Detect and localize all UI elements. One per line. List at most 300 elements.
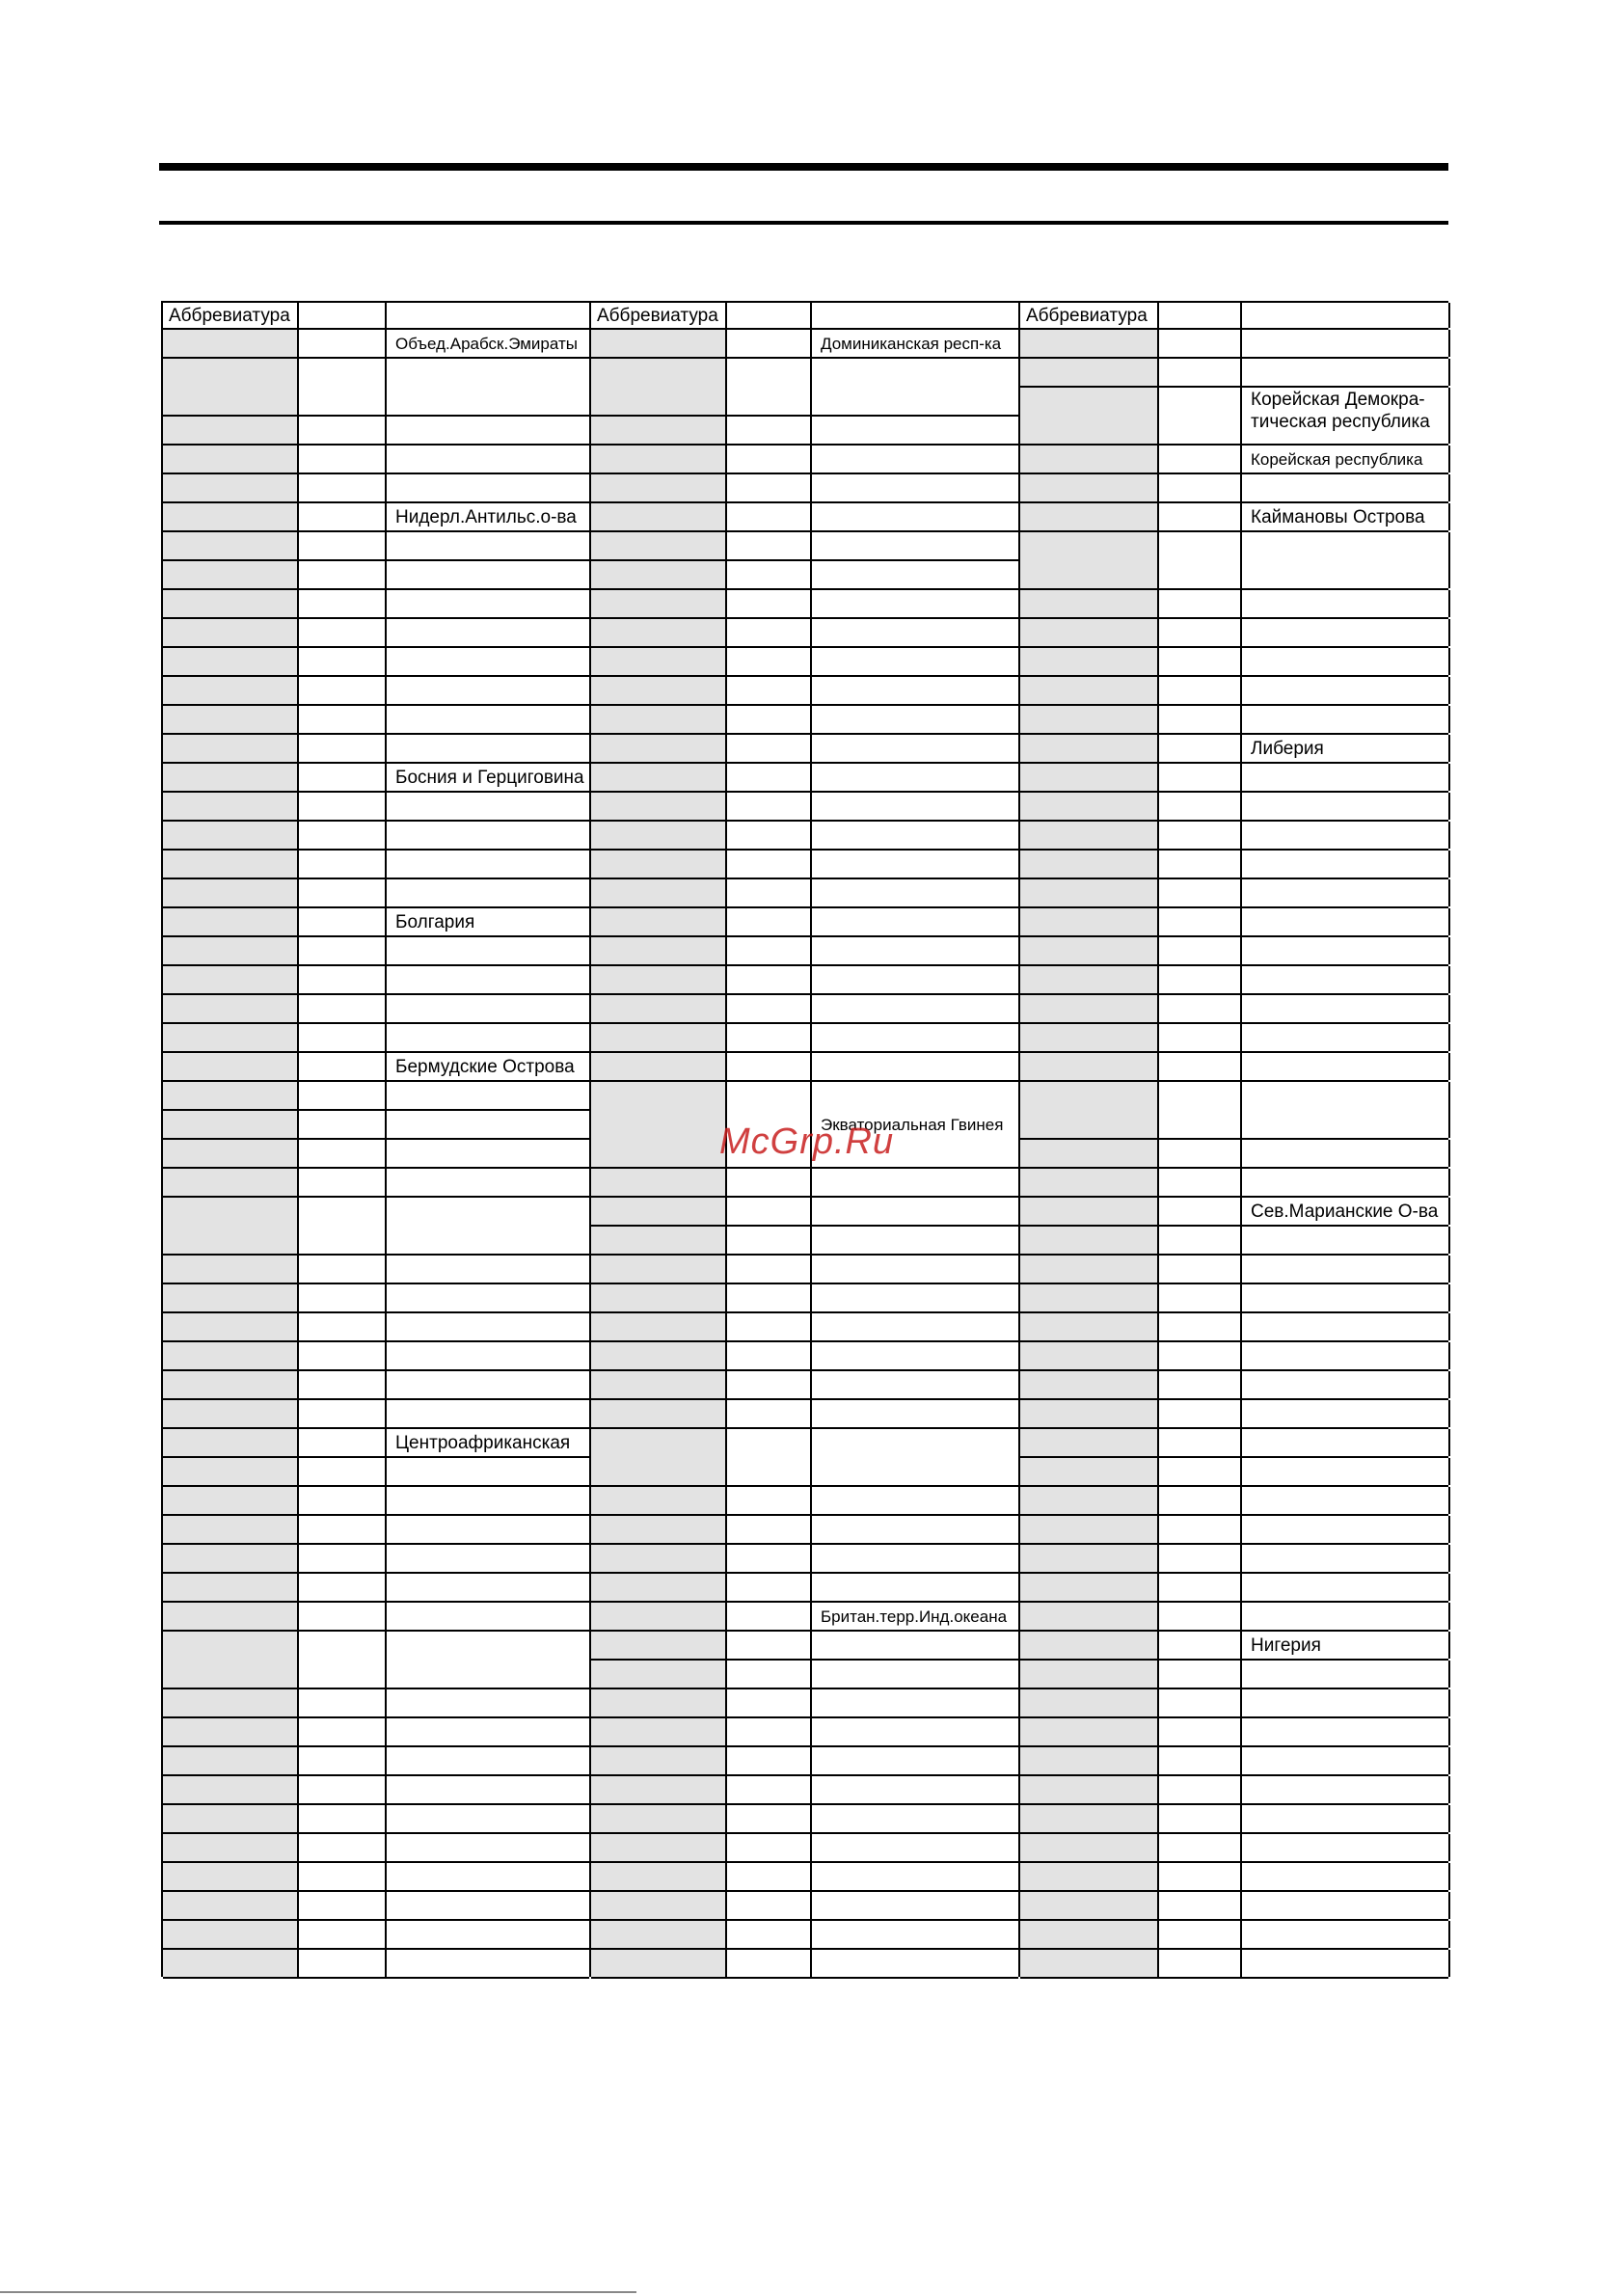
code-cell — [299, 1429, 387, 1456]
abbreviation-cell — [163, 503, 299, 530]
table-row — [163, 590, 589, 619]
table-row — [163, 1747, 589, 1776]
country-name-cell — [387, 735, 591, 762]
abbreviation-cell — [163, 446, 299, 473]
code-cell — [1159, 619, 1242, 646]
table-row — [1020, 1921, 1448, 1950]
country-name-cell — [387, 677, 591, 704]
country-name-cell — [812, 1805, 1020, 1832]
table-row — [591, 417, 1018, 446]
code-cell — [299, 706, 387, 733]
table-row — [163, 879, 589, 908]
code-cell — [1159, 1053, 1242, 1080]
country-name-cell — [812, 1487, 1020, 1514]
abbreviation-cell — [591, 330, 727, 357]
code-cell — [1159, 706, 1242, 733]
country-name-cell — [1242, 648, 1450, 675]
table-row — [163, 1313, 589, 1342]
country-name-cell — [387, 1371, 591, 1398]
table-row — [591, 474, 1018, 503]
abbreviation-cell — [1020, 1053, 1159, 1080]
abbreviation-cell — [163, 1603, 299, 1630]
code-cell — [727, 648, 812, 675]
country-name-cell — [812, 1892, 1020, 1919]
table-row — [163, 619, 589, 648]
table-row — [163, 851, 589, 879]
code-cell — [1159, 1516, 1242, 1543]
code-cell — [727, 1169, 812, 1196]
table-row — [1020, 764, 1448, 793]
country-name-cell — [812, 1661, 1020, 1688]
country-name-cell — [1242, 330, 1450, 357]
abbreviation-cell — [1020, 1140, 1159, 1167]
header-cell — [727, 303, 812, 328]
country-name-cell — [387, 1342, 591, 1369]
country-name-cell — [387, 1082, 591, 1109]
code-cell — [727, 1371, 812, 1398]
table-row — [591, 1400, 1018, 1429]
country-name-cell — [812, 793, 1020, 820]
abbreviation-cell — [1020, 735, 1159, 762]
code-cell — [299, 417, 387, 444]
table-row — [163, 966, 589, 995]
code-cell — [727, 1603, 812, 1630]
country-name-cell — [1242, 1053, 1450, 1080]
table-row — [1020, 1718, 1448, 1747]
country-name-cell — [1242, 706, 1450, 733]
country-name-cell — [387, 1747, 591, 1774]
country-name-cell — [1242, 677, 1450, 704]
code-cell — [727, 908, 812, 935]
table-row — [163, 1718, 589, 1747]
abbreviation-cell — [163, 1053, 299, 1080]
code-cell — [727, 1747, 812, 1774]
abbreviation-cell — [163, 1747, 299, 1774]
code-cell — [299, 1169, 387, 1196]
table-row — [1020, 1256, 1448, 1284]
table-row — [1020, 1227, 1448, 1256]
code-cell — [727, 561, 812, 588]
abbreviation-cell — [1020, 793, 1159, 820]
code-cell — [1159, 590, 1242, 617]
abbreviation-cell — [1020, 1256, 1159, 1283]
header-abbreviation: Аббревиатура — [163, 303, 299, 328]
abbreviation-cell — [163, 879, 299, 906]
abbreviation-cell — [1020, 1342, 1159, 1369]
table-row — [163, 1371, 589, 1400]
code-cell — [727, 1892, 812, 1919]
code-cell — [299, 330, 387, 357]
country-name-cell — [812, 764, 1020, 791]
code-cell — [299, 532, 387, 559]
table-row — [591, 1661, 1018, 1689]
code-cell — [727, 1516, 812, 1543]
abbreviation-cell — [591, 1834, 727, 1861]
abbreviation-cell — [1020, 764, 1159, 791]
country-name-cell — [812, 937, 1020, 964]
code-cell — [1159, 1689, 1242, 1716]
abbreviation-cell — [163, 417, 299, 444]
code-cell — [727, 822, 812, 849]
table-row — [591, 619, 1018, 648]
code-cell — [299, 1545, 387, 1572]
abbreviation-cell — [1020, 1284, 1159, 1311]
table-row — [591, 648, 1018, 677]
code-cell — [727, 1805, 812, 1832]
abbreviation-cell — [591, 1661, 727, 1688]
code-cell — [299, 1516, 387, 1543]
abbreviation-cell — [1020, 1805, 1159, 1832]
table-row — [1020, 1487, 1448, 1516]
country-name-cell — [387, 359, 591, 415]
code-cell — [727, 1776, 812, 1803]
code-cell — [1159, 1284, 1242, 1311]
country-name-cell — [812, 532, 1020, 559]
abbreviation-cell — [591, 1371, 727, 1398]
code-cell — [1159, 677, 1242, 704]
code-cell — [1159, 1024, 1242, 1051]
code-cell — [299, 1805, 387, 1832]
code-cell — [299, 359, 387, 415]
table-row — [1020, 793, 1448, 822]
code-cell — [1159, 1140, 1242, 1167]
table-row — [163, 764, 589, 793]
table-row — [1020, 590, 1448, 619]
country-name-cell — [1242, 1747, 1450, 1774]
code-cell — [299, 1574, 387, 1601]
code-cell — [299, 648, 387, 675]
country-name-cell — [387, 966, 591, 993]
code-cell — [727, 1950, 812, 1977]
abbreviation-cell — [163, 1921, 299, 1948]
table-row — [1020, 1371, 1448, 1400]
table-row — [1020, 1198, 1448, 1227]
code-cell — [299, 1082, 387, 1109]
country-name-cell — [1242, 966, 1450, 993]
table-row — [591, 1227, 1018, 1256]
abbreviation-cell — [1020, 677, 1159, 704]
abbreviation-cell — [1020, 706, 1159, 733]
code-cell — [1159, 388, 1242, 444]
abbreviation-cell — [1020, 1776, 1159, 1803]
abbreviation-cell — [591, 590, 727, 617]
abbreviation-cell — [163, 706, 299, 733]
abbreviation-cell — [163, 1256, 299, 1283]
country-name-cell — [812, 1169, 1020, 1196]
table-row — [591, 1024, 1018, 1053]
code-cell — [727, 1661, 812, 1688]
table-row — [1020, 1082, 1448, 1140]
country-name-cell — [387, 561, 591, 588]
country-name-cell — [1242, 851, 1450, 878]
table-row — [1020, 1574, 1448, 1603]
abbreviation-cell — [591, 1227, 727, 1254]
country-name-cell: Сев.Марианские О-ва — [1242, 1198, 1450, 1225]
code-cell — [299, 446, 387, 473]
abbreviation-cell — [163, 1198, 299, 1254]
abbreviation-cell — [163, 1371, 299, 1398]
country-name-cell — [812, 1429, 1020, 1485]
watermark: McGrp.Ru — [719, 1121, 895, 1162]
code-cell — [299, 1747, 387, 1774]
country-name-cell — [387, 474, 591, 501]
country-name-cell — [1242, 1545, 1450, 1572]
country-name-cell — [1242, 1834, 1450, 1861]
country-name-cell — [812, 966, 1020, 993]
country-name-cell — [387, 417, 591, 444]
code-cell — [1159, 359, 1242, 386]
table-row — [591, 937, 1018, 966]
abbreviation-cell — [1020, 1458, 1159, 1485]
code-cell — [299, 851, 387, 878]
country-name-cell: Либерия — [1242, 735, 1450, 762]
code-cell — [727, 995, 812, 1022]
abbreviation-cell — [591, 966, 727, 993]
table-row — [1020, 1776, 1448, 1805]
country-name-cell — [812, 908, 1020, 935]
code-cell — [727, 937, 812, 964]
code-cell — [1159, 764, 1242, 791]
code-cell — [727, 532, 812, 559]
country-name-cell — [387, 532, 591, 559]
abbreviation-cell — [591, 937, 727, 964]
abbreviation-cell — [1020, 1371, 1159, 1398]
country-name-cell — [387, 1313, 591, 1340]
abbreviation-cell — [163, 851, 299, 878]
table-row — [163, 1545, 589, 1574]
code-cell — [1159, 1950, 1242, 1977]
abbreviation-cell — [163, 330, 299, 357]
country-name-cell — [1242, 1342, 1450, 1369]
country-name-cell — [1242, 1371, 1450, 1398]
code-cell — [299, 1950, 387, 1977]
country-name-cell — [1242, 793, 1450, 820]
abbreviation-cell — [163, 995, 299, 1022]
code-cell — [1159, 1661, 1242, 1688]
abbreviation-cell — [1020, 590, 1159, 617]
country-name-cell — [387, 1284, 591, 1311]
abbreviation-cell — [163, 966, 299, 993]
code-cell — [299, 1284, 387, 1311]
abbreviation-cell — [591, 1892, 727, 1919]
abbreviation-cell — [163, 1400, 299, 1427]
table-row — [1020, 532, 1448, 590]
country-name-cell: Экваториальная Гвинея — [812, 1082, 1020, 1167]
table-row — [591, 1284, 1018, 1313]
abbreviation-cell — [163, 1429, 299, 1456]
table-row — [591, 561, 1018, 590]
country-name-cell: Британ.терр.Инд.океана — [812, 1603, 1020, 1630]
code-cell — [727, 1284, 812, 1311]
table-row — [163, 937, 589, 966]
country-name-cell — [1242, 1140, 1450, 1167]
country-name-cell — [812, 735, 1020, 762]
country-name-cell: Объед.Арабск.Эмираты — [387, 330, 591, 357]
abbreviation-cell — [163, 648, 299, 675]
table-row — [1020, 1458, 1448, 1487]
abbreviation-cell — [163, 1892, 299, 1919]
code-cell — [299, 1371, 387, 1398]
table-row — [163, 1574, 589, 1603]
table-row — [163, 648, 589, 677]
country-name-cell — [1242, 1718, 1450, 1745]
code-cell — [299, 966, 387, 993]
abbreviation-cell — [591, 648, 727, 675]
table-row — [1020, 966, 1448, 995]
table-row — [163, 706, 589, 735]
country-name-cell — [812, 1921, 1020, 1948]
abbreviation-cell — [1020, 1747, 1159, 1774]
country-name-cell: Нидерл.Антильс.о-ва — [387, 503, 591, 530]
table-row — [163, 474, 589, 503]
table-row — [1020, 1053, 1448, 1082]
table-row — [591, 1371, 1018, 1400]
code-cell — [299, 764, 387, 791]
table-row — [163, 1603, 589, 1632]
abbreviation-cell — [591, 1950, 727, 1977]
code-cell — [727, 851, 812, 878]
code-cell — [727, 330, 812, 357]
code-cell — [727, 735, 812, 762]
abbreviation-cell — [1020, 937, 1159, 964]
country-name-cell — [1242, 995, 1450, 1022]
table-row — [1020, 388, 1448, 446]
abbreviation-cell — [591, 677, 727, 704]
country-name-cell — [387, 1718, 591, 1745]
table-row — [163, 1053, 589, 1082]
code-cell — [727, 764, 812, 791]
table-row — [591, 879, 1018, 908]
table-row — [1020, 1342, 1448, 1371]
code-cell — [299, 677, 387, 704]
abbreviation-cell — [1020, 1689, 1159, 1716]
country-name-cell — [1242, 1863, 1450, 1890]
country-name-cell: Доминиканская респ-ка — [812, 330, 1020, 357]
country-name-cell — [387, 1400, 591, 1427]
country-name-cell: Босния и Герциговина — [387, 764, 591, 791]
right-column-table — [1018, 301, 1448, 1977]
country-name-cell — [812, 1776, 1020, 1803]
abbreviation-cell — [591, 1082, 727, 1167]
abbreviation-cell — [163, 1111, 299, 1138]
table-row — [163, 1256, 589, 1284]
abbreviation-cell — [591, 1776, 727, 1803]
country-name-cell — [1242, 619, 1450, 646]
code-cell — [1159, 937, 1242, 964]
table-row — [1020, 1834, 1448, 1863]
table-row — [591, 1429, 1018, 1487]
abbreviation-cell — [591, 1284, 727, 1311]
country-name-cell — [812, 1718, 1020, 1745]
country-name-cell — [387, 937, 591, 964]
code-cell — [1159, 1574, 1242, 1601]
table-row — [1020, 822, 1448, 851]
abbreviation-cell — [591, 1863, 727, 1890]
abbreviation-cell — [1020, 879, 1159, 906]
table-row — [591, 995, 1018, 1024]
abbreviation-cell — [591, 1747, 727, 1774]
country-name-cell — [812, 1284, 1020, 1311]
code-cell — [1159, 1429, 1242, 1456]
abbreviation-cell — [1020, 1603, 1159, 1630]
code-cell — [727, 1689, 812, 1716]
table-row — [591, 1053, 1018, 1082]
code-cell — [299, 1140, 387, 1167]
abbreviation-cell — [1020, 1921, 1159, 1948]
code-cell — [299, 1863, 387, 1890]
table-row — [591, 966, 1018, 995]
code-cell — [727, 1256, 812, 1283]
code-cell — [1159, 1487, 1242, 1514]
table-row — [163, 735, 589, 764]
table-row — [1020, 619, 1448, 648]
abbreviation-cell — [1020, 388, 1159, 444]
code-cell — [1159, 1718, 1242, 1745]
abbreviation-cell — [1020, 532, 1159, 588]
abbreviation-cell — [163, 474, 299, 501]
code-cell — [299, 995, 387, 1022]
table-row — [591, 1921, 1018, 1950]
abbreviation-cell — [1020, 1863, 1159, 1890]
code-cell — [299, 1776, 387, 1803]
table-row — [1020, 677, 1448, 706]
country-name-cell — [387, 1111, 591, 1138]
country-name-cell — [812, 1834, 1020, 1861]
table-row — [1020, 1024, 1448, 1053]
code-cell — [727, 1632, 812, 1659]
code-cell — [1159, 908, 1242, 935]
table-row — [591, 1516, 1018, 1545]
code-cell — [1159, 1747, 1242, 1774]
table-row — [591, 1632, 1018, 1661]
abbreviation-cell — [591, 1053, 727, 1080]
country-name-cell — [1242, 1458, 1450, 1485]
country-name-cell — [387, 1545, 591, 1572]
abbreviation-cell — [1020, 908, 1159, 935]
table-row — [591, 822, 1018, 851]
table-row — [163, 908, 589, 937]
table-row — [163, 1689, 589, 1718]
table-row — [591, 677, 1018, 706]
country-name-cell — [812, 1198, 1020, 1225]
abbreviation-cell — [1020, 1429, 1159, 1456]
code-cell — [299, 474, 387, 501]
country-name-cell — [1242, 1082, 1450, 1138]
country-name-cell: Корейская республика — [1242, 446, 1450, 473]
country-name-cell — [1242, 937, 1450, 964]
abbreviation-cell — [163, 1169, 299, 1196]
code-cell — [299, 1718, 387, 1745]
code-cell — [1159, 1603, 1242, 1630]
abbreviation-cell — [163, 735, 299, 762]
table-row — [163, 417, 589, 446]
country-name-cell — [1242, 1574, 1450, 1601]
country-name-cell: Бермудские Острова — [387, 1053, 591, 1080]
abbreviation-cell — [163, 1458, 299, 1485]
code-cell — [1159, 446, 1242, 473]
country-name-cell — [812, 1053, 1020, 1080]
abbreviation-cell — [591, 1921, 727, 1948]
country-name-cell: Центроафриканская — [387, 1429, 591, 1456]
header-cell — [387, 303, 591, 328]
table-row — [591, 1169, 1018, 1198]
table-row — [1020, 879, 1448, 908]
country-name-cell — [387, 1776, 591, 1803]
code-cell — [1159, 1458, 1242, 1485]
table-row — [1020, 1689, 1448, 1718]
header-row — [591, 303, 1018, 330]
table-row — [1020, 1313, 1448, 1342]
